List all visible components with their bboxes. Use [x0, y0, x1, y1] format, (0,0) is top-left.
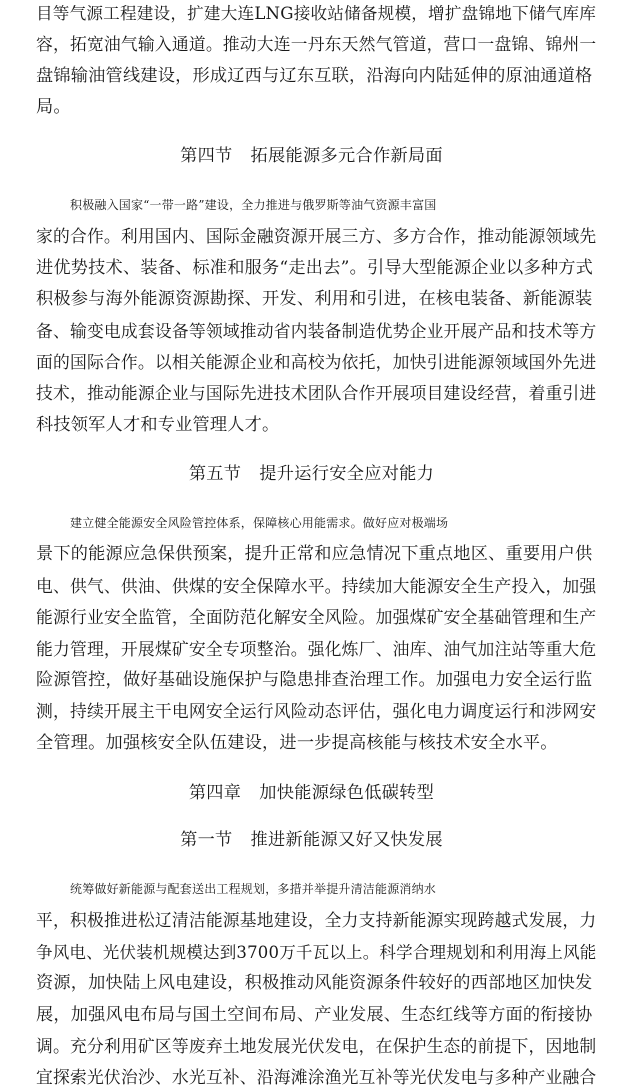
- text-line: 进优势技术、装备、标准和服务“走出去”。引导大型能源企业以多种方式: [36, 257, 593, 278]
- text-line: 科技领军人才和专业管理人才。: [36, 414, 280, 435]
- paragraph-new-energy: [36, 874, 596, 1092]
- section-number: 第四节: [180, 146, 233, 166]
- section-title: 提升运行安全应对能力: [259, 464, 435, 484]
- text-line: 测，持续开展主干电网安全运行风险动态评估，强化电力调度运行和涉网安: [36, 701, 597, 722]
- text-line: 展，加强风电布局与国土空间布局、产业发展、生态红线等方面的衔接协: [36, 1004, 593, 1025]
- paragraph-energy-safety: [36, 508, 596, 759]
- section-title: 拓展能源多元合作新局面: [250, 146, 443, 166]
- text-line: 备、输变电成套设备等领域推动省内装备制造优势企业开展产品和技术等方: [36, 320, 597, 341]
- text-line: 争风电、光伏装机规模达到3700万千瓦以上。科学合理规划和利用海上风能: [36, 942, 597, 962]
- section-heading-1: [0, 828, 623, 852]
- section-heading-4: [0, 144, 623, 168]
- text-line: 家的合作。利用国内、国际金融资源开展三方、多方合作，推动能源领域先: [36, 226, 597, 247]
- text-line: 局。: [36, 97, 71, 118]
- text-line: 资源，加快陆上风电建设，积极推动风能资源条件较好的西部地区加快发: [36, 973, 593, 994]
- text-line: 宜探索光伏治沙、水光互补、沿海滩涂渔光互补等光伏发电与多种产业融合: [36, 1067, 597, 1088]
- paragraph-gas-infrastructure: [36, 0, 596, 124]
- text-line: 平，积极推进松辽清洁能源基地建设，全力支持新能源实现跨越式发展，力: [36, 910, 597, 931]
- text-line: 险源管控，做好基础设施保护与隐患排查治理工作。加强电力安全运行监: [36, 670, 593, 691]
- text-line: 目等气源工程建设，扩建大连LNG接收站储备规模，增扩盘锦地下储气库库: [36, 4, 596, 23]
- chapter-heading-4: [0, 781, 623, 805]
- chapter-number: 第四章: [188, 783, 242, 803]
- text-line: 能力管理，开展煤矿安全专项整治。强化炼厂、油库、油气加注站等重大危: [36, 638, 597, 659]
- section-title: 推进新能源又好又快发展: [250, 830, 443, 850]
- text-line: 能源行业安全监管，全面防范化解安全风险。加强煤矿安全基础管理和生产: [36, 607, 597, 628]
- text-line: 积极参与海外能源资源勘探、开发、利用和引进，在核电装备、新能源装: [36, 289, 593, 310]
- text-line: 景下的能源应急保供预案，提升正常和应急情况下重点地区、重要用户供: [36, 544, 593, 565]
- text-line: 建立健全能源安全风险管控体系，保障核心用能需求。做好应对极端场: [70, 516, 449, 530]
- section-number: 第五节: [188, 464, 242, 484]
- section-heading-5: [0, 462, 623, 486]
- paragraph-international-cooperation: [36, 190, 596, 441]
- text-line: 积极融入国家“一带一路”建设，全力推进与俄罗斯等油气资源丰富国: [70, 198, 437, 212]
- text-line: 技术，推动能源企业与国际先进技术团队合作开展项目建设经营，着重引进: [36, 383, 597, 404]
- text-line: 调。充分利用矿区等废弃土地发展光伏发电，在保护生态的前提下，因地制: [36, 1036, 597, 1057]
- chapter-title: 加快能源绿色低碳转型: [259, 783, 435, 803]
- text-line: 盘锦输油管线建设，形成辽西与辽东互联，沿海向内陆延伸的原油通道格: [36, 65, 593, 86]
- text-line: 电、供气、供油、供煤的安全保障水平。持续加大能源安全生产投入，加强: [36, 575, 597, 596]
- text-line: 容，拓宽油气输入通道。推动大连一丹东天然气管道，营口一盘锦、锦州一: [36, 34, 597, 55]
- section-number: 第一节: [180, 830, 233, 850]
- text-line: 全管理。加强核安全队伍建设，进一步提高核能与核技术安全水平。: [36, 732, 558, 753]
- text-line: 面的国际合作。以相关能源企业和高校为依托，加快引进能源领域国外先进: [36, 352, 597, 373]
- text-line: 统筹做好新能源与配套送出工程规划，多措并举提升清洁能源消纳水: [70, 882, 437, 896]
